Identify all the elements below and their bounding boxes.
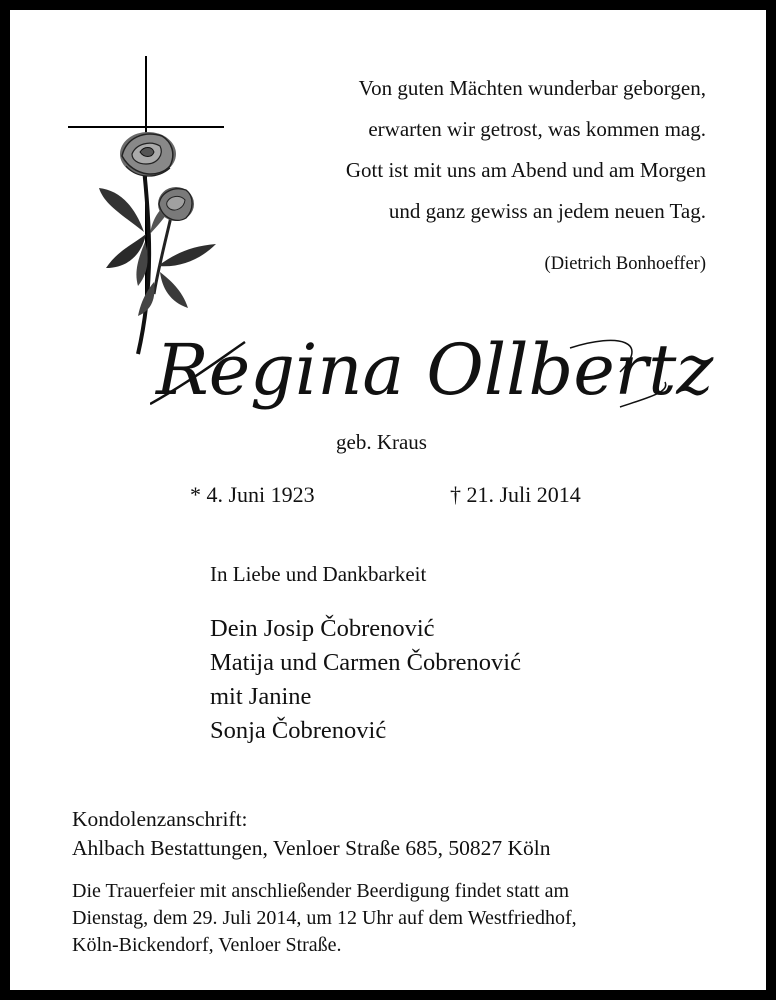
poem-line: Von guten Mächten wunderbar geborgen, [358, 76, 706, 100]
funeral-line: Köln-Bickendorf, Venloer Straße. [72, 934, 342, 956]
mourner-name: mit Janine [210, 683, 312, 710]
funeral-line: Die Trauerfeier mit anschließender Beerdigung findet statt am [72, 880, 570, 902]
condolence-heading: Kondolenzanschrift: [72, 807, 248, 831]
cross-with-rose-icon [66, 54, 231, 359]
mourner-name: Sonja Čobrenović [210, 717, 387, 744]
funeral-info [72, 878, 577, 959]
poem-line: erwarten wir getrost, was kommen mag. [368, 117, 706, 141]
poem-line: Gott ist mit uns am Abend und am Morgen [345, 158, 706, 182]
poem-author: (Dietrich Bonhoeffer) [544, 254, 706, 274]
deceased-name-text: Regina Ollbertz [156, 329, 714, 411]
deceased-name [150, 322, 750, 427]
birth-date: * 4. Juni 1923 [190, 482, 315, 507]
poem [346, 68, 706, 285]
condolence-address [72, 805, 551, 863]
mourners-intro: In Liebe und Dankbarkeit [210, 562, 427, 586]
mourner-name: Dein Josip Čobrenović [210, 615, 435, 642]
condolence-address-text: Ahlbach Bestattungen, Venloer Straße 685, 50827 Köln [72, 836, 551, 860]
mourner-name: Matija und Carmen Čobrenović [210, 649, 521, 676]
mourner-list [210, 612, 521, 748]
death-date: † 21. Juli 2014 [450, 482, 581, 507]
poem-line: und ganz gewiss an jedem neuen Tag. [388, 199, 706, 223]
funeral-line: Dienstag, dem 29. Juli 2014, um 12 Uhr auf dem Westfriedhof, [72, 907, 577, 929]
maiden-name: geb. Kraus [336, 430, 427, 454]
